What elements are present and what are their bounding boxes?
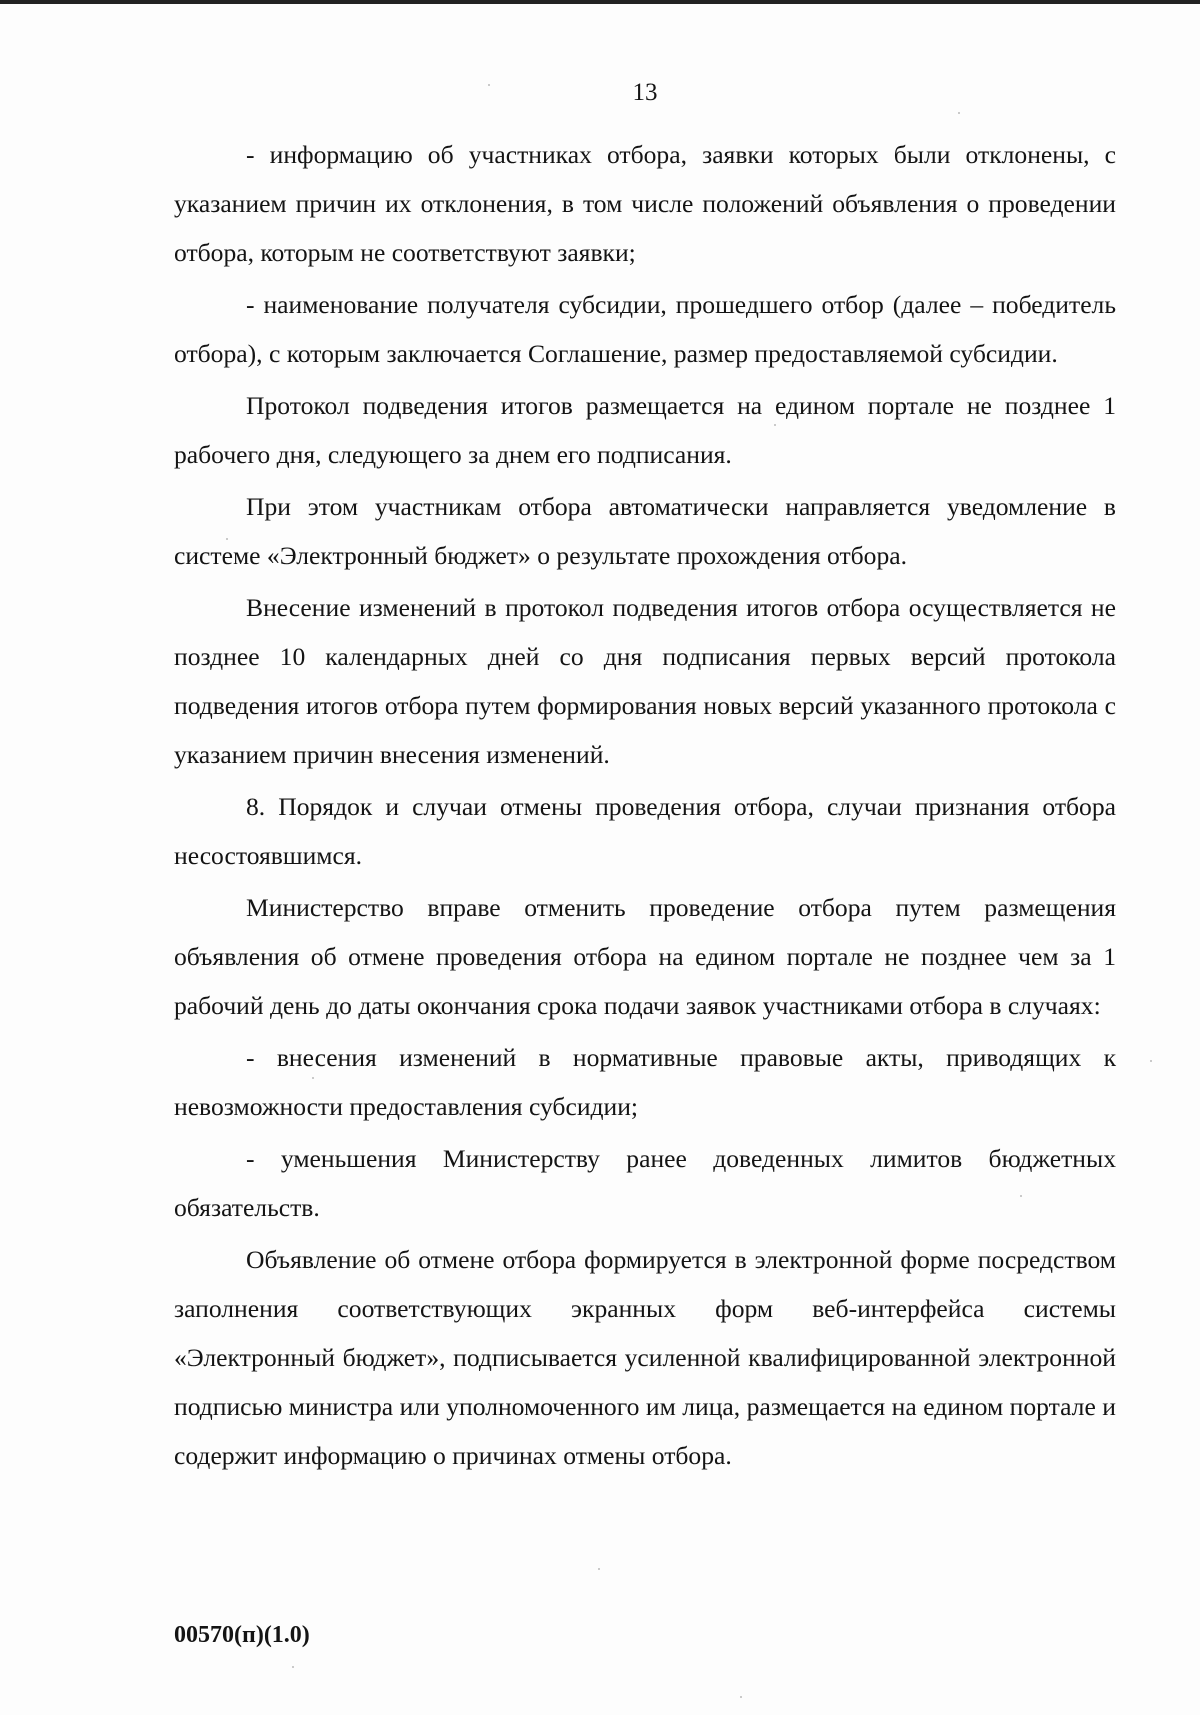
page-number: 13 <box>632 79 658 106</box>
paragraph-cancellation-announcement: Объявление об отмене отбора формируется в электронной форме посредством заполнения соответствующих экранных форм веб-интерфейса системы «Электронный бюджет», подписывается усиленной квалифицированной электронной подписью министра или уполномоченного им лица, размещается на едином портале и содержит информацию о причинах отмены отбора. <box>174 1245 1116 1470</box>
document-body <box>174 130 1116 1483</box>
top-border-line <box>0 0 1200 4</box>
paragraph-rejected-participants-info: - информацию об участниках отбора, заявки которых были отклонены, с указанием причин их отклонения, в том числе положений объявления о проведении отбора, которым не соответствуют заявки; <box>174 140 1116 267</box>
scan-speck <box>226 538 228 540</box>
scan-speck <box>292 1666 294 1668</box>
paragraph-winner-name: - наименование получателя субсидии, прошедшего отбор (далее – победитель отбора), с которым заключается Соглашение, размер предоставляемой субсидии. <box>174 290 1116 368</box>
scan-speck <box>1150 1060 1152 1062</box>
scan-speck <box>598 1568 600 1570</box>
scan-speck <box>488 84 490 86</box>
paragraph-case-legal-acts: - внесения изменений в нормативные правовые акты, приводящих к невозможности предоставления субсидии; <box>174 1043 1116 1121</box>
paragraph-ministry-cancellation: Министерство вправе отменить проведение отбора путем размещения объявления об отмене проведения отбора на едином портале не позднее чем за 1 рабочий день до даты окончания срока подачи заявок участниками отбора в случаях: <box>174 893 1116 1020</box>
scan-speck <box>1020 1195 1022 1197</box>
scan-speck <box>958 112 960 114</box>
paragraph-notification: При этом участникам отбора автоматически направляется уведомление в системе «Электронный бюджет» о результате прохождения отбора. <box>174 492 1116 570</box>
section-heading-cancellation: 8. Порядок и случаи отмены проведения отбора, случаи признания отбора несостоявшимся. <box>174 792 1116 870</box>
paragraph-protocol-publication: Протокол подведения итогов размещается на едином портале не позднее 1 рабочего дня, следующего за днем его подписания. <box>174 391 1116 469</box>
paragraph-case-budget-limits: - уменьшения Министерству ранее доведенных лимитов бюджетных обязательств. <box>174 1144 1116 1222</box>
scan-speck <box>740 1696 742 1698</box>
scan-speck <box>774 424 776 426</box>
document-code: 00570(п)(1.0) <box>174 1622 310 1648</box>
paragraph-protocol-changes: Внесение изменений в протокол подведения итогов отбора осуществляется не позднее 10 календарных дней со дня подписания первых версий протокола подведения итогов отбора путем формирования новых версий указанного протокола с указанием причин внесения изменений. <box>174 593 1116 769</box>
scan-speck <box>312 1077 314 1079</box>
